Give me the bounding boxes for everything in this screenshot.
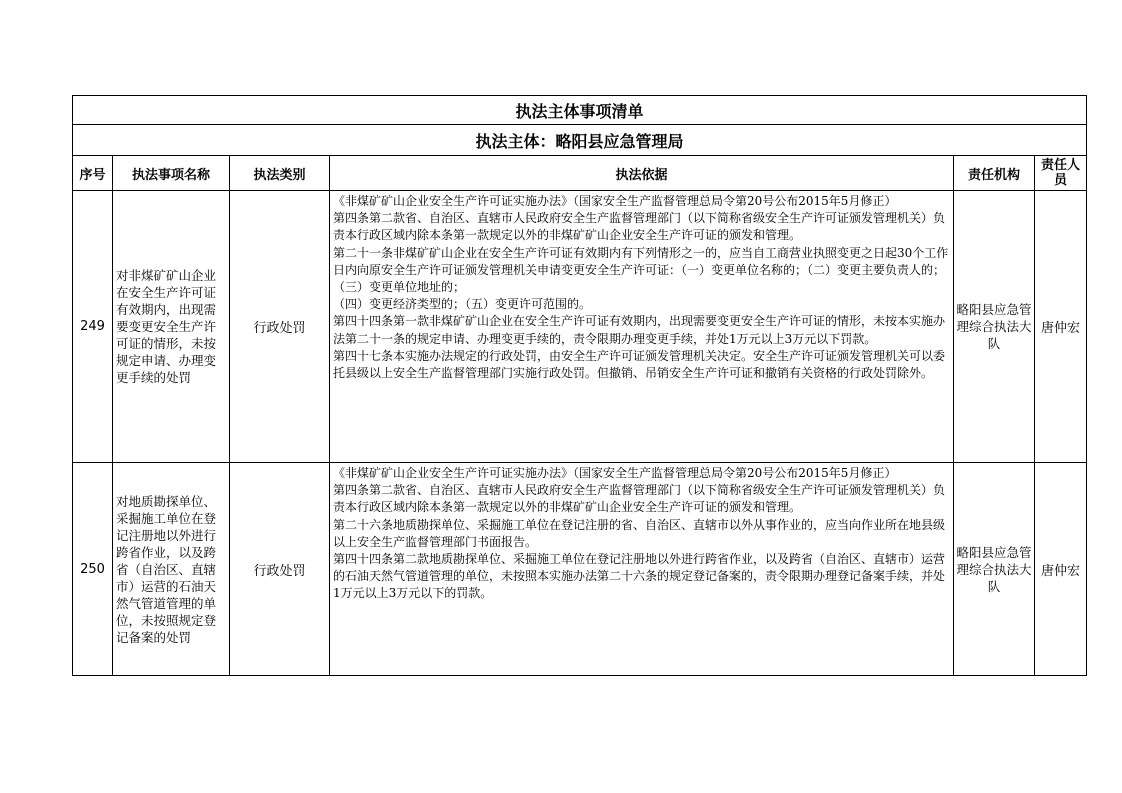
- row-person: 唐仲宏: [1035, 463, 1087, 676]
- header-person: 责任人员: [1035, 156, 1087, 191]
- basis-paragraph: 第四十七条本实施办法规定的行政处罚，由安全生产许可证颁发管理机关决定。安全生产许可证颁发管理机关可以委托县级以上安全生产监督管理部门实施行政处罚。但撤销、吊销安全生产许可证和撤销有关资格的行政处罚除外。: [333, 348, 946, 381]
- header-seq: 序号: [73, 156, 113, 191]
- basis-paragraph: 第四条第二款省、自治区、直辖市人民政府安全生产监督管理部门（以下简称省级安全生产许可证颁发管理机关）负责本行政区域内除本条第一款规定以外的非煤矿矿山企业安全生产许可证的颁发和管理。: [333, 483, 946, 515]
- header-org: 责任机构: [954, 156, 1035, 191]
- row-org: 略阳县应急管理综合执法大队: [954, 463, 1035, 676]
- header-category: 执法类别: [230, 156, 330, 191]
- row-item-name: 对非煤矿矿山企业在安全生产许可证有效期内，出现需要变更安全生产许可证的情形，未按规定申请、办理变更手续的处罚: [113, 191, 230, 463]
- row-item-name: 对地质勘探单位、采掘施工单位在登记注册地以外进行跨省作业，以及跨省（自治区、直辖市）运营的石油天然气管道管理的单位，未按照规定登记备案的处罚: [113, 463, 230, 676]
- header-basis: 执法依据: [330, 156, 954, 191]
- row-category: 行政处罚: [230, 463, 330, 676]
- row-seq: 250: [73, 463, 113, 676]
- table-title: 执法主体事项清单: [73, 96, 1087, 125]
- basis-paragraph: 第二十六条地质勘探单位、采掘施工单位在登记注册的省、自治区、直辖市以外从事作业的，应当向作业所在地县级以上安全生产监督管理部门书面报告。: [333, 517, 946, 549]
- basis-paragraph: 《非煤矿矿山企业安全生产许可证实施办法》（国家安全生产监督管理总局令第20号公布2015年5月修正）: [333, 466, 897, 480]
- row-person: 唐仲宏: [1035, 191, 1087, 463]
- basis-paragraph: 第四十四条第一款非煤矿矿山企业在安全生产许可证有效期内，出现需要变更安全生产许可证的情形，未按本实施办法第二十一条的规定申请、办理变更手续的，责令限期办理变更手续，并处1万元以上3万元以下罚款。: [333, 314, 946, 346]
- table-row: [73, 191, 1087, 463]
- basis-paragraph: 第二十一条非煤矿矿山企业在安全生产许可证有效期内有下列情形之一的，应当自工商营业执照变更之日起30个工作日内向原安全生产许可证颁发管理机关申请变更安全生产许可证：（一）变更单位名称的；（二）变更主要负责人的；（三）变更单位地址的；: [333, 245, 949, 295]
- row-basis: [330, 463, 954, 676]
- table-row: [73, 463, 1087, 676]
- basis-paragraph: 第四十四条第二款地质勘探单位、采掘施工单位在登记注册地以外进行跨省作业，以及跨省（自治区、直辖市）运营的石油天然气管道管理的单位，未按照本实施办法第二十六条的规定登记备案的，责令限期办理登记备案手续，并处1万元以上3万元以下的罚款。: [333, 552, 946, 601]
- row-seq: 249: [73, 191, 113, 463]
- header-name: 执法事项名称: [113, 156, 230, 191]
- basis-paragraph: （四）变更经济类型的；（五）变更许可范围的。: [333, 297, 592, 312]
- enforcement-subject: 执法主体：略阳县应急管理局: [73, 125, 1087, 156]
- basis-paragraph: 第四条第二款省、自治区、直辖市人民政府安全生产监督管理部门（以下简称省级安全生产许可证颁发管理机关）负责本行政区域内除本条第一款规定以外的非煤矿矿山企业安全生产许可证的颁发和管理。: [333, 211, 946, 243]
- basis-paragraph: 《非煤矿矿山企业安全生产许可证实施办法》（国家安全生产监督管理总局令第20号公布2015年5月修正）: [333, 194, 897, 208]
- row-org: 略阳县应急管理综合执法大队: [954, 191, 1035, 463]
- row-basis: [330, 191, 954, 463]
- enforcement-table: [72, 95, 1087, 676]
- header-row: [73, 156, 1087, 191]
- row-category: 行政处罚: [230, 191, 330, 463]
